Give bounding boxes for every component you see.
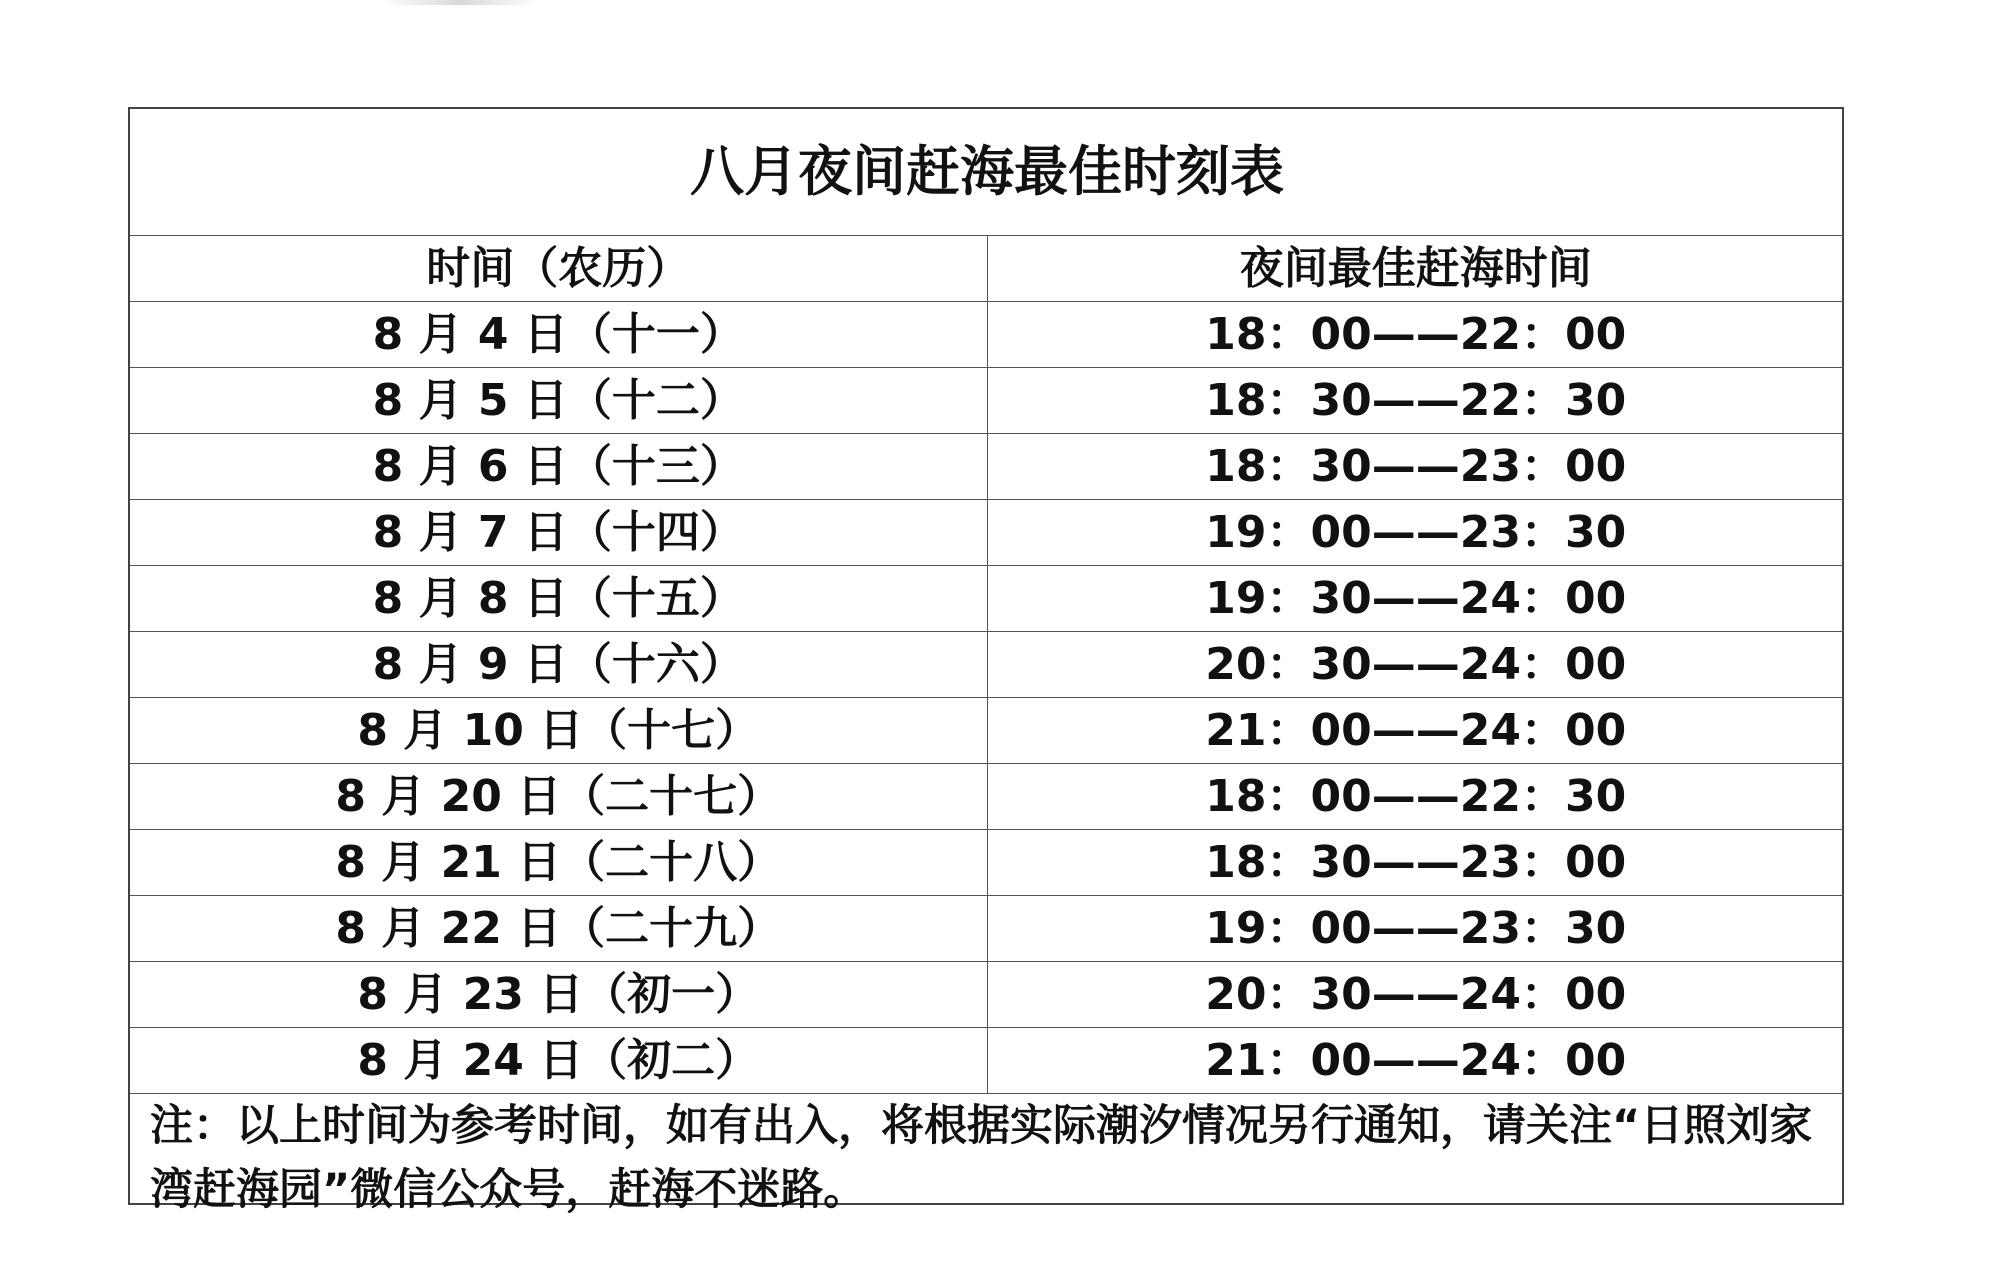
row-time: 19：30——24：00: [987, 566, 1844, 632]
row-date: 8 月 9 日（十六）: [130, 632, 987, 698]
table-row: [130, 830, 1844, 896]
table-title: 八月夜间赶海最佳时刻表: [130, 109, 1844, 236]
row-date: 8 月 22 日（二十九）: [130, 896, 987, 962]
row-time: 19：00——23：30: [987, 896, 1844, 962]
row-time: 21：00——24：00: [987, 1028, 1844, 1094]
header-date: 时间（农历）: [130, 236, 987, 302]
header-row: [130, 236, 1844, 302]
title-row: [130, 109, 1844, 236]
table-row: [130, 500, 1844, 566]
table-row: [130, 368, 1844, 434]
row-date: 8 月 7 日（十四）: [130, 500, 987, 566]
row-date: 8 月 4 日（十一）: [130, 302, 987, 368]
row-time: 19：00——23：30: [987, 500, 1844, 566]
schedule-table: [130, 109, 1844, 1222]
row-date: 8 月 21 日（二十八）: [130, 830, 987, 896]
row-time: 18：30——23：00: [987, 434, 1844, 500]
row-date: 8 月 6 日（十三）: [130, 434, 987, 500]
header-time: 夜间最佳赶海时间: [987, 236, 1844, 302]
footnote: 注：以上时间为参考时间，如有出入，将根据实际潮汐情况另行通知，请关注“日照刘家湾赶海园”微信公众号，赶海不迷路。: [130, 1094, 1844, 1223]
row-time: 18：00——22：00: [987, 302, 1844, 368]
row-time: 20：30——24：00: [987, 632, 1844, 698]
table-row: [130, 302, 1844, 368]
row-time: 20：30——24：00: [987, 962, 1844, 1028]
row-time: 21：00——24：00: [987, 698, 1844, 764]
row-date: 8 月 5 日（十二）: [130, 368, 987, 434]
table-row: [130, 632, 1844, 698]
row-date: 8 月 23 日（初一）: [130, 962, 987, 1028]
row-date: 8 月 24 日（初二）: [130, 1028, 987, 1094]
row-time: 18：30——22：30: [987, 368, 1844, 434]
row-date: 8 月 20 日（二十七）: [130, 764, 987, 830]
row-time: 18：00——22：30: [987, 764, 1844, 830]
table-row: [130, 1028, 1844, 1094]
schedule-sheet: [128, 107, 1844, 1215]
row-date: 8 月 8 日（十五）: [130, 566, 987, 632]
table-row: [130, 764, 1844, 830]
note-row: [130, 1094, 1844, 1223]
row-date: 8 月 10 日（十七）: [130, 698, 987, 764]
table-row: [130, 962, 1844, 1028]
table-row: [130, 698, 1844, 764]
scan-mark: [380, 0, 540, 5]
row-time: 18：30——23：00: [987, 830, 1844, 896]
table-row: [130, 434, 1844, 500]
table-row: [130, 566, 1844, 632]
table-row: [130, 896, 1844, 962]
